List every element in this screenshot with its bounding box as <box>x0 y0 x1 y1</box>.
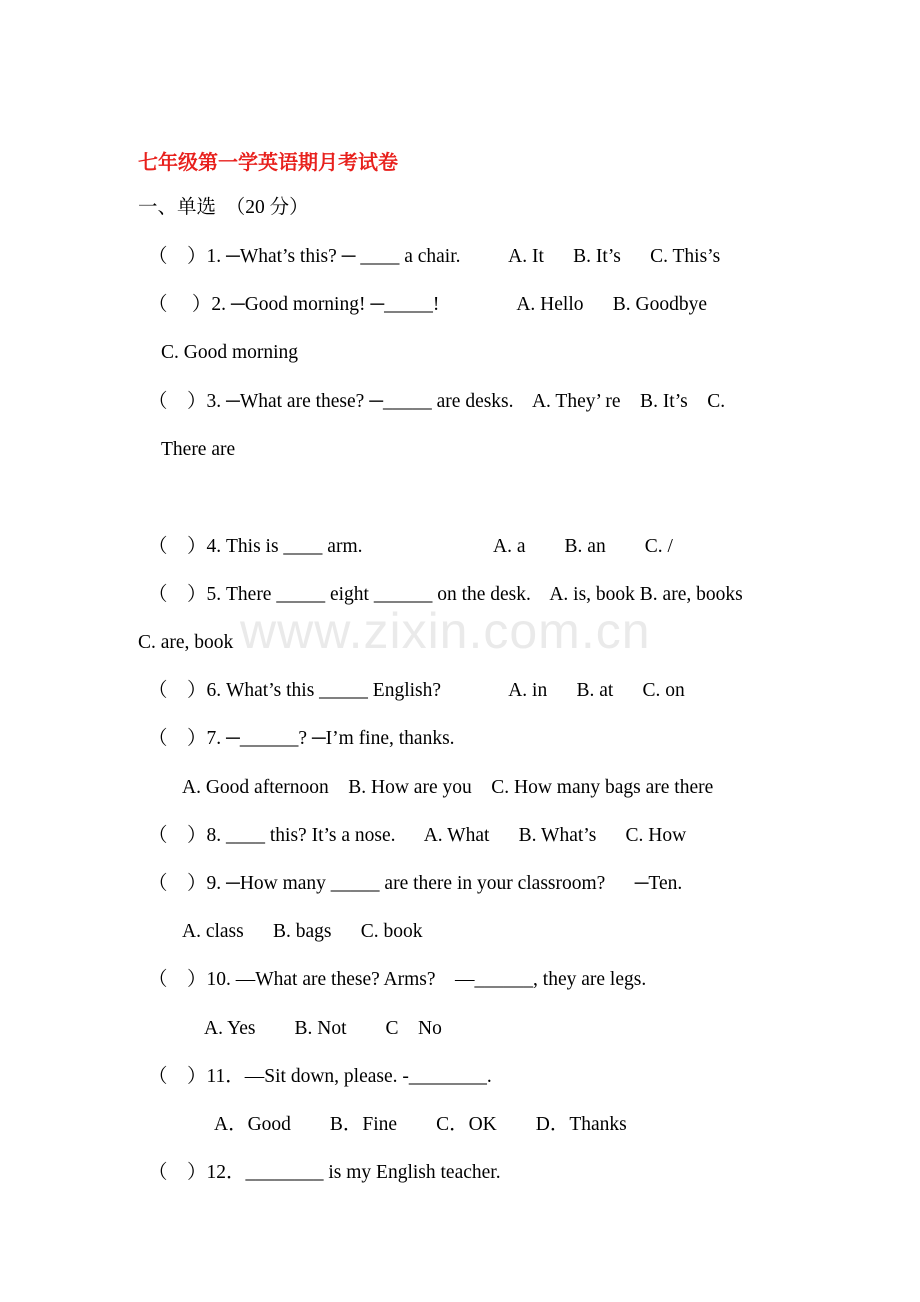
question-12: （ ）12．________ is my English teacher. <box>148 1162 501 1183</box>
question-11: （ ）11．—Sit down, please. -________. <box>148 1066 492 1087</box>
question-5: （ ）5. There _____ eight ______ on the desk. A. is, book B. are, books <box>148 584 743 605</box>
question-7: （ ）7. ─______? ─I’m fine, thanks. <box>148 728 455 749</box>
question-4: （ ）4. This is ____ arm. A. a B. an C. / <box>148 536 673 557</box>
question-5-option-c: C. are, book <box>138 632 234 653</box>
question-7-options: A. Good afternoon B. How are you C. How many bags are there <box>182 777 714 798</box>
question-6: （ ）6. What’s this _____ English? A. in B. at C. on <box>148 680 685 701</box>
question-2: （ ）2. ─Good morning! ─_____! A. Hello B. Goodbye <box>148 294 707 315</box>
exam-title: 七年级第一学英语期月考试卷 <box>138 150 398 174</box>
question-10-options: A. Yes B. Not C No <box>204 1018 442 1039</box>
question-8: （ ）8. ____ this? It’s a nose. A. What B. What’s C. How <box>148 825 687 846</box>
question-9-options: A. class B. bags C. book <box>182 921 423 942</box>
watermark: www.zixin.com.cn <box>240 603 651 659</box>
question-1: （ ）1. ─What’s this? ─ ____ a chair. A. It B. It’s C. This’s <box>148 246 721 267</box>
question-3-option-c: There are <box>161 439 236 460</box>
question-2-option-c: C. Good morning <box>161 342 299 363</box>
section-heading: 一、单选 （20 分） <box>138 197 309 218</box>
question-3: （ ）3. ─What are these? ─_____ are desks. A. They’ re B. It’s C. <box>148 391 726 412</box>
question-10: （ ）10. —What are these? Arms? —______, they are legs. <box>148 969 647 990</box>
question-9: （ ）9. ─How many _____ are there in your classroom? ─Ten. <box>148 873 683 894</box>
question-11-options: A．Good B．Fine C．OK D．Thanks <box>214 1114 627 1135</box>
